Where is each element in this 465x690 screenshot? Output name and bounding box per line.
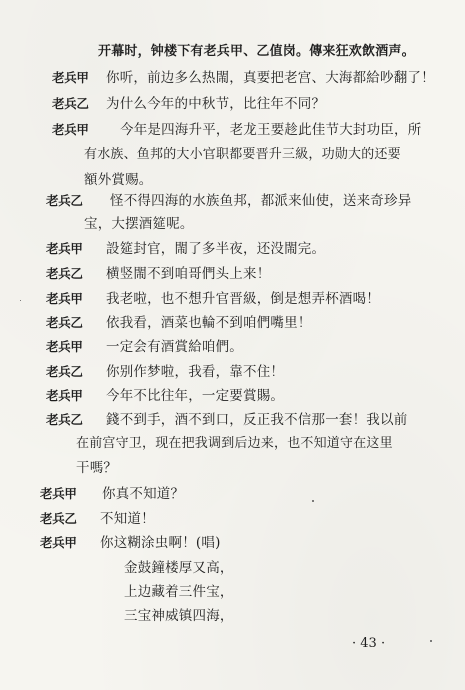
song-line: 金鼓鐘楼厚又高， (124, 560, 234, 576)
dialogue-line: 一定会有酒賞給咱們。 (106, 339, 243, 355)
speaker-label: 老兵甲 (46, 388, 83, 403)
dialogue-line: 你听，前边多么热閙，真要把老宫、大海都給吵翻了！ (106, 70, 435, 86)
dialogue-line: 干嗎？ (76, 460, 118, 476)
song-line: 三宝神威镇四海， (124, 608, 234, 624)
dialogue-line: 有水族、鱼邦的大小官职都要晋升三級，功勋大的还要 (84, 147, 401, 162)
dialogue-line: 怪不得四海的水族鱼邦，都派来仙使，送来奇珍异 (110, 193, 412, 209)
dialogue-line: 宝，大摆酒筵呢。 (84, 216, 194, 232)
scan-speck (312, 500, 314, 502)
dialogue-line: 設筵封官，閙了多半夜，还没閙完。 (106, 241, 326, 257)
dialogue-line: 今年是四海升平，老龙王要趁此佳节大封功臣，所 (120, 122, 422, 138)
dialogue-line: 为什么今年的中秋节，比往年不同？ (106, 96, 326, 112)
speaker-label: 老兵甲 (40, 535, 77, 550)
speaker-label: 老兵乙 (52, 96, 89, 111)
speaker-label: 老兵乙 (46, 364, 83, 379)
speaker-label: 老兵甲 (46, 339, 83, 354)
speaker-label: 老兵甲 (52, 122, 89, 137)
dialogue-line: 横竖閙不到咱哥們头上来！ (106, 266, 271, 282)
dialogue-line: 你别作梦啦，我看，靠不住！ (106, 364, 285, 380)
page-number: · 43 · (352, 636, 386, 651)
speaker-label: 老兵乙 (46, 315, 83, 330)
dialogue-line: 你真不知道？ (102, 486, 185, 502)
dialogue-line: 錢不到手，酒不到口，反正我不信那一套！我以前 (106, 412, 408, 428)
dialogue-line: 依我看，酒菜也輪不到咱們嘴里！ (106, 315, 312, 331)
speaker-label: 老兵乙 (46, 193, 83, 208)
dialogue-line: 今年不比往年，一定要賞賜。 (106, 388, 285, 404)
speaker-label: 老兵甲 (52, 70, 89, 85)
dialogue-line: 額外賞赐。 (84, 172, 153, 188)
song-line: 上边藏着三件宝， (124, 584, 234, 600)
dialogue-line: 不知道！ (100, 511, 155, 527)
scan-speck (20, 300, 21, 301)
dialogue-line: 在前宫守卫，现在把我调到后边来，也不知道守在这里 (76, 436, 393, 451)
speaker-label: 老兵乙 (40, 511, 77, 526)
speaker-label: 老兵乙 (46, 412, 83, 427)
speaker-label: 老兵甲 (46, 241, 83, 256)
scan-speck (430, 640, 432, 642)
dialogue-line: 我老啦，也不想升官晋級，倒是想弄杯酒喝！ (106, 291, 380, 307)
speaker-label: 老兵甲 (40, 486, 77, 501)
speaker-label: 老兵甲 (46, 291, 83, 306)
stage-direction: 开幕时，钟楼下有老兵甲、乙值岗。傳来狂欢飲酒声。 (98, 44, 415, 59)
dialogue-line: 你这糊涂虫啊！(唱) (100, 535, 221, 551)
speaker-label: 老兵乙 (46, 266, 83, 281)
